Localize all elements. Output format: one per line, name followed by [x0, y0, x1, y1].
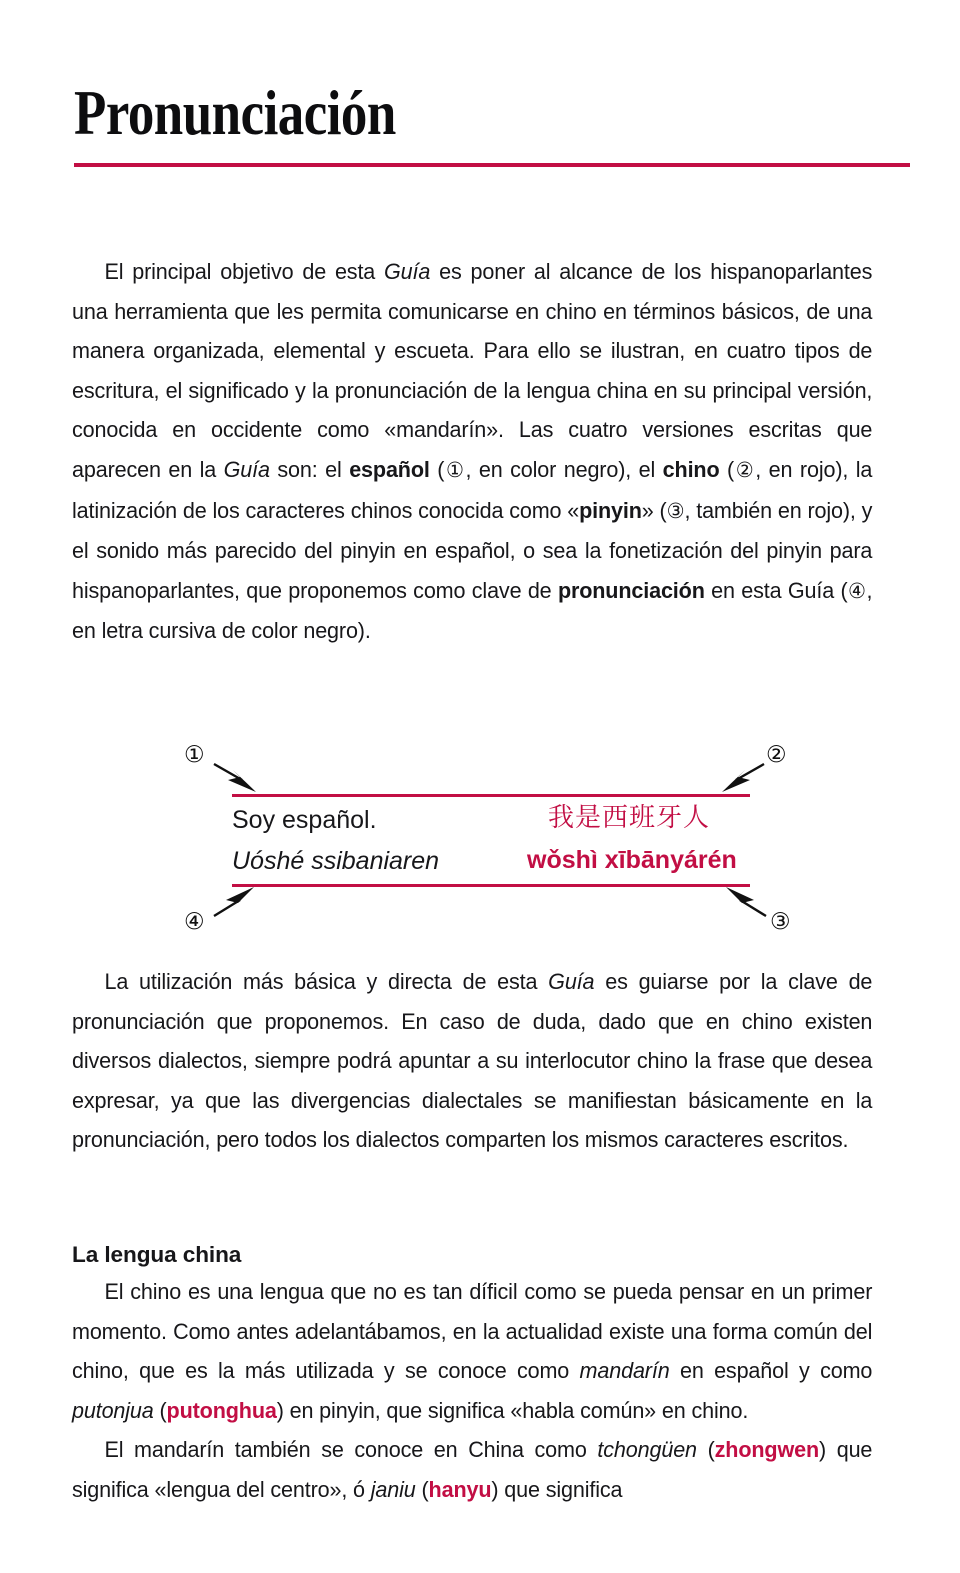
callout-arrow-1 — [214, 764, 256, 792]
callout-number-2: ② — [766, 742, 787, 768]
callout-arrow-4 — [214, 887, 254, 916]
paragraph-mandarin: El mandarín también se conoce en China como tchongüen (zhongwen) que significa «lengua del centro», ó janiu (hanyu) que significa — [72, 1437, 873, 1502]
title-underline-rule — [74, 163, 910, 167]
body-text-column-lower — [72, 962, 910, 1160]
callout-number-1: ① — [184, 742, 205, 768]
diagram-rule-top — [232, 794, 750, 797]
diagram-rule-bottom — [232, 884, 750, 887]
page-title-block — [74, 78, 910, 148]
diagram-pinyin-text: wǒshì xībānyárén — [527, 846, 737, 874]
paragraph-chino-lengua: El chino es una lengua que no es tan díficil como se pueda pensar en un primer momento. Como antes adelantábamos, en la actualidad existe una forma común del chino, que es la más utilizada y se conoce como mandarín en español y como putonjua (putonghua) en pinyin, que significa «habla común» en chino. — [72, 1279, 873, 1423]
callout-arrow-3 — [726, 887, 766, 916]
diagram-spanish-text: Soy español. — [232, 806, 377, 834]
page-title: Pronunciación — [74, 78, 396, 148]
callout-number-3: ③ — [770, 909, 791, 935]
callout-arrow-2 — [722, 764, 764, 792]
paragraph-intro: El principal objetivo de esta Guía es poner al alcance de los hispanoparlantes una herramienta que les permita comunicarse en chino en términos básicos, de una manera organizada, elemental y escueta. Para ello se ilustran, en cuatro tipos de escritura, el significado y la pronunciación de la lengua china en su principal versión, conocida en occidente como «mandarín». Las cuatro versiones escritas que aparecen en la Guía son: el español (①, en color negro), el chino (②, en rojo), la latinización de los caracteres chinos conocida como «pinyin» (③, también en rojo), y el sonido más parecido del pinyin en español, o sea la fonetización del pinyin para hispanoparlantes, que proponemos como clave de pronunciación en esta Guía (④, en letra cursiva de color negro). — [72, 259, 873, 644]
section-heading-lengua-china: La lengua china — [72, 1242, 242, 1267]
callout-number-4: ④ — [184, 909, 205, 935]
diagram-chinese-text: 我是西班牙人 — [548, 803, 711, 833]
body-text-column — [72, 252, 910, 651]
example-callout-diagram — [170, 736, 810, 944]
body-text-column-section — [72, 1238, 910, 1510]
diagram-phonetic-text: Uóshé ssibaniaren — [232, 847, 440, 875]
paragraph-usage: La utilización más básica y directa de esta Guía es guiarse por la clave de pronunciación que proponemos. En caso de duda, dado que en chino existen diversos dialectos, siempre podrá apuntar a su interlocutor chino la frase que desea expresar, ya que las divergencias dialectales se manifiestan básicamente en la pronunciación, pero todos los dialectos comparten los mismos caracteres escritos. — [72, 969, 873, 1153]
